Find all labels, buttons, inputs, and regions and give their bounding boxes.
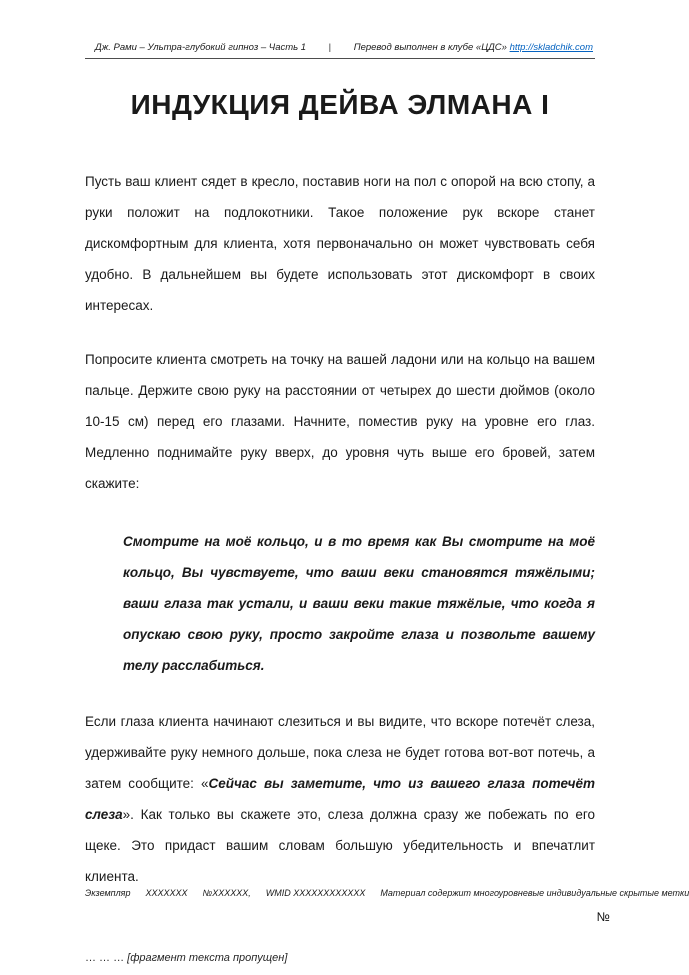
inline-script-quote: Сейчас вы заметите, что из вашего глаза потечёт слеза xyxy=(85,776,595,822)
page-content xyxy=(85,0,595,975)
page-number-sign: № xyxy=(596,910,610,924)
paragraph-tear-instructions xyxy=(85,706,595,892)
document-body xyxy=(85,166,595,964)
footer-copy-placeholder: XXXXXXX xyxy=(145,888,188,898)
paragraph-seating-instructions: Пусть ваш клиент сядет в кресло, поставив ноги на пол с опорой на всю стопу, а руки положит на подлокотники. Такое положение рук вскоре станет дискомфортным для клиента, хотя первоначально он может чувствовать себя удобно. В дальнейшем вы будете использовать этот дискомфорт в своих интересах. xyxy=(85,174,595,313)
induction-script-quote: Смотрите на моё кольцо, и в то время как Вы смотрите на моё кольцо, Вы чувствуете, что ваши веки становятся тяжёлыми; ваши глаза так устали, и ваши веки такие тяжёлые, что когда я опускаю свою руку, просто закройте глаза и позвольте вашему телу расслабиться. xyxy=(123,534,595,673)
page-header xyxy=(85,0,595,59)
omitted-note: [фрагмент текста пропущен] xyxy=(127,952,288,964)
page-title: ИНДУКЦИЯ ДЕЙВА ЭЛМАНА I xyxy=(130,89,550,120)
paragraph-tear-after: ». Как только вы скажете это, слеза должна сразу же побежать по его щеке. Это придаст вашим словам большую убедительность и впечатлит клиента. xyxy=(85,807,595,884)
footer-copy-label: Экземпляр xyxy=(85,888,131,898)
header-left-text: Дж. Рами – Ультра-глубокий гипноз – Часть 1 xyxy=(95,42,307,53)
footer-watermark-notice: Материал содержит многоуровневые индивидуальные скрытые метки xyxy=(380,888,689,898)
header-translation-credit: Перевод выполнен в клубе «ЦДС» xyxy=(353,42,507,53)
header-right-text xyxy=(354,42,593,53)
footer-wmid-placeholder: WMID XXXXXXXXXXXX xyxy=(265,888,366,898)
omitted-ellipsis: … … … xyxy=(85,952,128,964)
header-separator: | xyxy=(328,42,332,53)
paragraph-hand-instructions: Попросите клиента смотреть на точку на вашей ладони или на кольцо на вашем пальце. Держите свою руку на расстоянии от четырех до шести дюймов (около 10-15 см) перед его глазами. Начните, поместив руку на уровне его глаз. Медленно поднимайте руку вверх, до уровня чуть выше его бровей, затем скажите: xyxy=(85,352,595,491)
footer-number-placeholder: №XXXXXX, xyxy=(202,888,251,898)
skladchik-link[interactable]: http://skladchik.com xyxy=(509,42,593,53)
page-footer xyxy=(85,888,689,898)
omitted-fragment-line xyxy=(85,952,595,964)
paragraph-tear-before: Если глаза клиента начинают слезиться и вы видите, что вскоре потечёт слеза, удерживайте руку немного дольше, пока слеза не будет готова вот-вот потечь, а затем сообщите: « xyxy=(85,714,595,791)
